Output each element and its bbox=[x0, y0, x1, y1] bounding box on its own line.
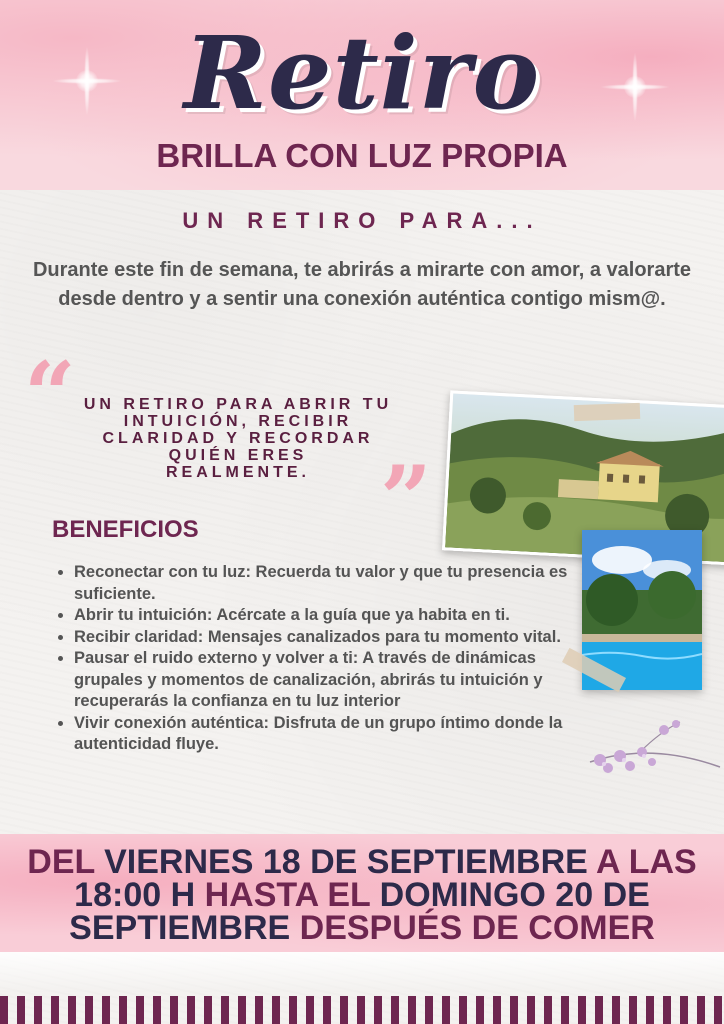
open-quote-icon: “ bbox=[24, 342, 76, 448]
date-part: DEL bbox=[27, 843, 105, 881]
list-item: • Recibir claridad: Mensajes canalizados para tu momento vital. bbox=[74, 627, 574, 649]
torn-paper-edge bbox=[0, 952, 724, 992]
date-part: DESPUÉS DE COMER bbox=[290, 909, 655, 947]
quote-line: CLARIDAD Y RECORDAR bbox=[102, 430, 374, 447]
quote-line: UN RETIRO PARA ABRIR TU bbox=[83, 396, 393, 413]
date-part: DOMINGO 20 DE SEPTIEMBRE bbox=[69, 876, 650, 947]
event-dates bbox=[20, 843, 704, 947]
close-quote-icon: ” bbox=[380, 446, 432, 552]
benefits-list bbox=[52, 562, 574, 756]
date-part: A LAS bbox=[587, 843, 697, 881]
quote-line: QUIÉN ERES bbox=[168, 447, 308, 464]
flower-icon bbox=[580, 712, 724, 792]
date-part: VIERNES 18 DE SEPTIEMBRE bbox=[104, 843, 588, 881]
benefits-title: BENEFICIOS bbox=[52, 516, 199, 543]
date-part: 18:00 H bbox=[74, 876, 196, 914]
page-title: Retiro bbox=[183, 14, 541, 132]
quote-text bbox=[58, 396, 418, 481]
list-item: • Vivir conexión auténtica: Disfruta de un grupo íntimo donde la autenticidad fluye. bbox=[74, 713, 574, 756]
intro-paragraph: Durante este fin de semana, te abrirás a mirarte con amor, a valorarte desde dentro y a sentir una conexión auténtica contigo mism@. bbox=[32, 259, 692, 310]
list-item: • Reconectar con tu luz: Recuerda tu valor y que tu presencia es suficiente. bbox=[74, 562, 574, 605]
page-subtitle: BRILLA CON LUZ PROPIA bbox=[156, 137, 568, 174]
quote-line: INTUICIÓN, RECIBIR bbox=[123, 413, 353, 430]
section-heading: UN RETIRO PARA... bbox=[182, 208, 542, 233]
quote-line: REALMENTE. bbox=[166, 464, 310, 481]
list-item: • Pausar el ruido externo y volver a ti: A través de dinámicas grupales y momentos de canalización, abrirás tu intuición y recuperarás la confianza en tu luz interior bbox=[74, 648, 574, 713]
list-item: • Abrir tu intuición: Acércate a la guía que ya habita en ti. bbox=[74, 605, 574, 627]
tape-strip bbox=[574, 403, 641, 421]
striped-border bbox=[0, 996, 724, 1024]
date-part: HASTA EL bbox=[195, 876, 380, 914]
